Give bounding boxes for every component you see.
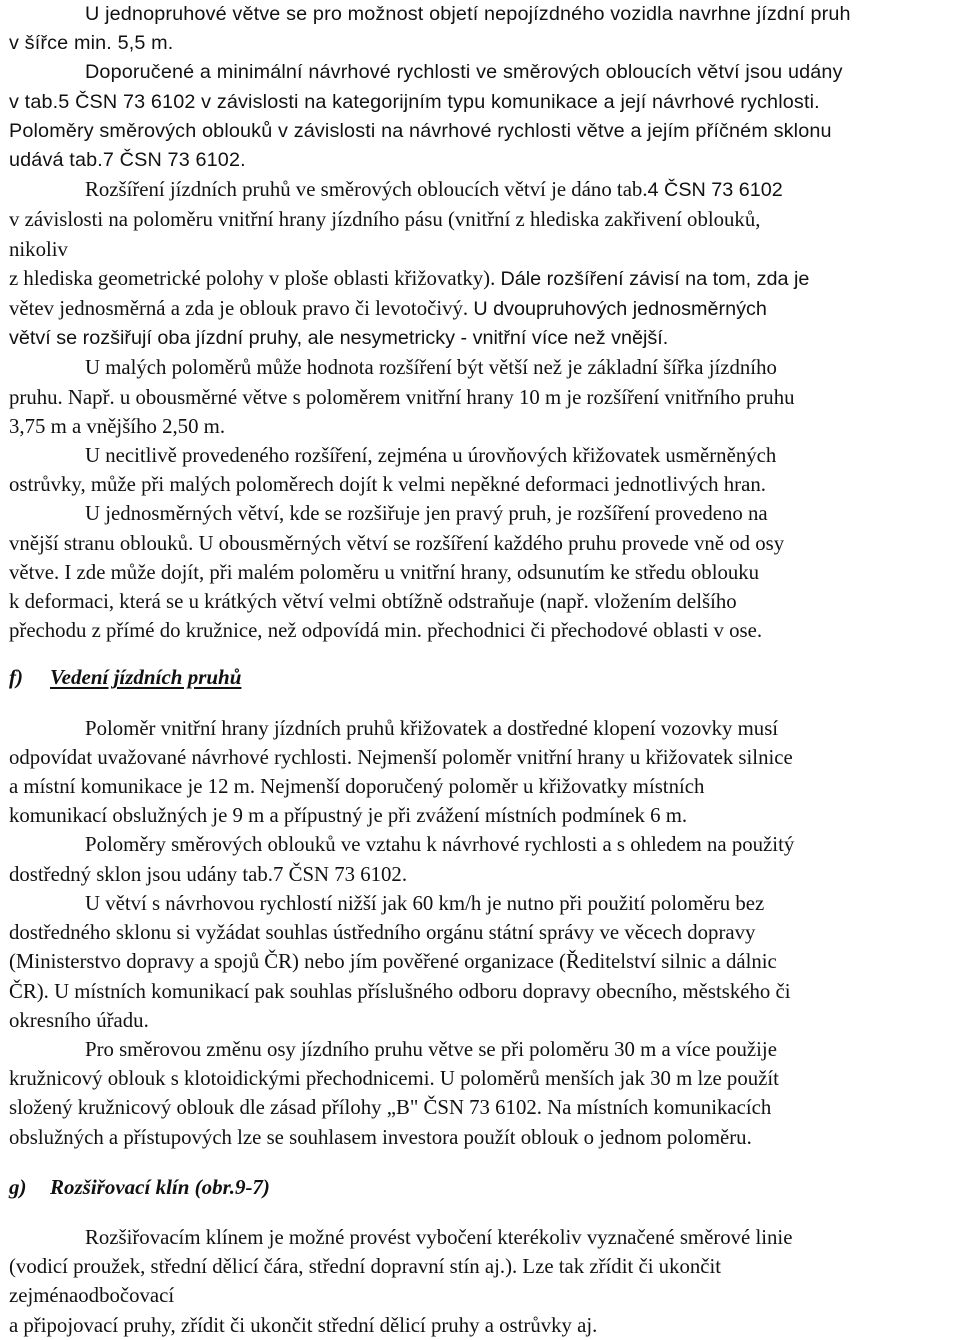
text-line: okresního úřadu. <box>9 1008 149 1032</box>
text-line: v tab.5 ČSN 73 6102 v závislosti na kategorijním typu komunikace a její návrhové rychlosti. <box>9 90 820 113</box>
paragraph-widening-wedge <box>9 1223 954 1340</box>
paragraph-single-lane-branch <box>9 0 954 58</box>
text-line: kružnicový oblouk s klotoidickými přechodnicemi. U poloměrů menších jak 30 m lze použít <box>9 1067 779 1091</box>
section-heading-g <box>9 1173 954 1202</box>
text-run: zejména <box>9 1284 79 1308</box>
text-line: větve. I zde může dojít, při malém poloměru u vnitřní hrany, odsunutím ke středu oblouku <box>9 560 760 584</box>
text-line: a připojovací pruhy, zřídit či ukončit střední dělicí pruhy a ostrůvky aj. <box>9 1313 598 1337</box>
text-line: Poloměry směrových oblouků v závislosti na návrhové rychlosti větve a jejím příčném sklonu <box>9 119 832 142</box>
paragraph-inner-edge-radius <box>9 714 954 831</box>
text-line: nikoliv <box>9 237 68 261</box>
text-line: pruhu. Např. u obousměrné větve s poloměrem vnitřní hrany 10 m je rozšíření vnitřního pruhu <box>9 385 795 409</box>
spacer <box>9 1202 954 1223</box>
section-title: Vedení jízdních pruhů <box>50 665 242 690</box>
text-line: Poloměry směrových oblouků ve vztahu k návrhové rychlosti a s ohledem na použitý <box>85 833 795 857</box>
text-line: složený kružnicový oblouk dle zásad přílohy „B" ČSN 73 6102. Na místních komunikacích <box>9 1096 772 1120</box>
section-title: Rozšiřovací klín (obr.9-7) <box>50 1174 270 1199</box>
text-run: Rozšíření jízdních pruhů ve směrových obloucích větví je dáno tab. <box>85 178 648 202</box>
text-line: odpovídat uvažované návrhové rychlosti. Nejmenší poloměr vnitřní hrany u křižovatek silnice <box>9 745 793 769</box>
text-line: přechodu z přímé do kružnice, než odpovídá min. přechodnici či přechodové oblasti v ose. <box>9 619 763 643</box>
text-line: udává tab.7 ČSN 73 6102. <box>9 149 246 172</box>
text-line <box>9 294 954 324</box>
text-line: obslužných a přístupových lze se souhlasem investora použít oblouk o jednom poloměru. <box>9 1125 752 1149</box>
text-line: větví se rozšiřují oba jízdní pruhy, ale nesymetricky - vnitřní více než vnější. <box>9 327 669 350</box>
text-line: Doporučené a minimální návrhové rychlosti ve směrových obloucích větví jsou udány <box>85 61 843 84</box>
text-line: (vodicí proužek, střední dělicí čára, střední dopravní stín aj.). Lze tak zřídit či ukončit <box>9 1255 722 1279</box>
text-run: z hlediska geometrické polohy v ploše oblasti křižovatky). <box>9 266 501 290</box>
text-run: U dvoupruhových jednosměrných <box>473 298 767 321</box>
paragraph-approval <box>9 889 954 1035</box>
text-line: a místní komunikace je 12 m. Nejmenší doporučený poloměr u křižovatky místních <box>9 775 705 799</box>
text-line: U malých poloměrů může hodnota rozšíření být větší než je základní šířka jízdního <box>85 356 777 380</box>
text-line: ČR). U místních komunikací pak souhlas příslušného odboru dopravy obecního, městského či <box>9 979 791 1003</box>
text-line: v šířce min. 5,5 m. <box>9 32 174 55</box>
spacer <box>9 1152 954 1173</box>
section-marker: f) <box>9 665 23 690</box>
text-line: U jednosměrných větví, kde se rozšiřuje jen pravý pruh, je rozšíření provedeno na <box>85 502 768 526</box>
text-line: Rozšiřovacím klínem je možné provést vybočení kterékoliv vyznačené směrové linie <box>85 1225 793 1249</box>
paragraph-curve-radii <box>9 830 954 888</box>
text-line: (Ministerstvo dopravy a spojů ČR) nebo jím pověřené organizace (Ředitelství silnic a dálnic <box>9 950 777 974</box>
text-line <box>9 264 954 294</box>
text-line: Pro směrovou změnu osy jízdního pruhu větve se při poloměru 30 m a více použije <box>85 1037 777 1061</box>
text-line: dostředného sklonu si vyžádat souhlas ústředního orgánu státní správy ve věcech dopravy <box>9 921 756 945</box>
text-line: dostředný sklon jsou udány tab.7 ČSN 73 6102. <box>9 862 408 886</box>
text-line <box>9 1281 954 1310</box>
paragraph-lane-widening <box>9 175 954 353</box>
text-line: komunikací obslužných je 9 m a přípustný je při zvážení místních podmínek 6 m. <box>9 804 688 828</box>
text-run: odbočovací <box>78 1284 175 1308</box>
spacer <box>9 645 954 663</box>
section-marker: g) <box>9 1174 27 1199</box>
text-line: vnější stranu oblouků. U obousměrných větví se rozšíření každého pruhu provede vně od osy <box>9 531 785 555</box>
text-run: větev jednosměrná a zda je oblouk pravo či levotočivý. <box>9 297 474 321</box>
text-line: U větví s návrhovou rychlostí nižší jak 60 km/h je nutno při použití poloměru bez <box>85 891 765 915</box>
text-line: ostrůvky, může při malých poloměrech dojít k velmi nepěkné deformaci jednotlivých hran. <box>9 473 766 497</box>
paragraph-circular-arc <box>9 1035 954 1152</box>
text-run: Dále rozšíření závisí na tom, zda je <box>500 267 810 290</box>
text-run: 4 ČSN 73 6102 <box>647 179 783 202</box>
text-line: U jednopruhové větve se pro možnost objetí nepojízdného vozidla navrhne jízdní pruh <box>85 3 851 25</box>
text-line: k deformaci, která se u krátkých větví velmi obtížně odstraňuje (např. vložením delšího <box>9 590 737 614</box>
spacer <box>9 693 954 714</box>
text-line: 3,75 m a vnějšího 2,50 m. <box>9 414 226 438</box>
text-line: Poloměr vnitřní hrany jízdních pruhů křižovatek a dostředné klopení vozovky musí <box>85 716 779 740</box>
paragraph-design-speeds <box>9 58 954 175</box>
paragraph-small-radii <box>9 353 954 441</box>
text-line: v závislosti na poloměru vnitřní hrany jízdního pásu (vnitřní z hlediska zakřivení oblouků, <box>9 208 761 232</box>
paragraph-one-way-branches <box>9 499 954 645</box>
text-line: U necitlivě provedeného rozšíření, zejména u úrovňových křižovatek usměrněných <box>85 444 777 468</box>
section-heading-f <box>9 663 954 692</box>
text-line <box>9 175 954 205</box>
paragraph-deformation <box>9 441 954 499</box>
